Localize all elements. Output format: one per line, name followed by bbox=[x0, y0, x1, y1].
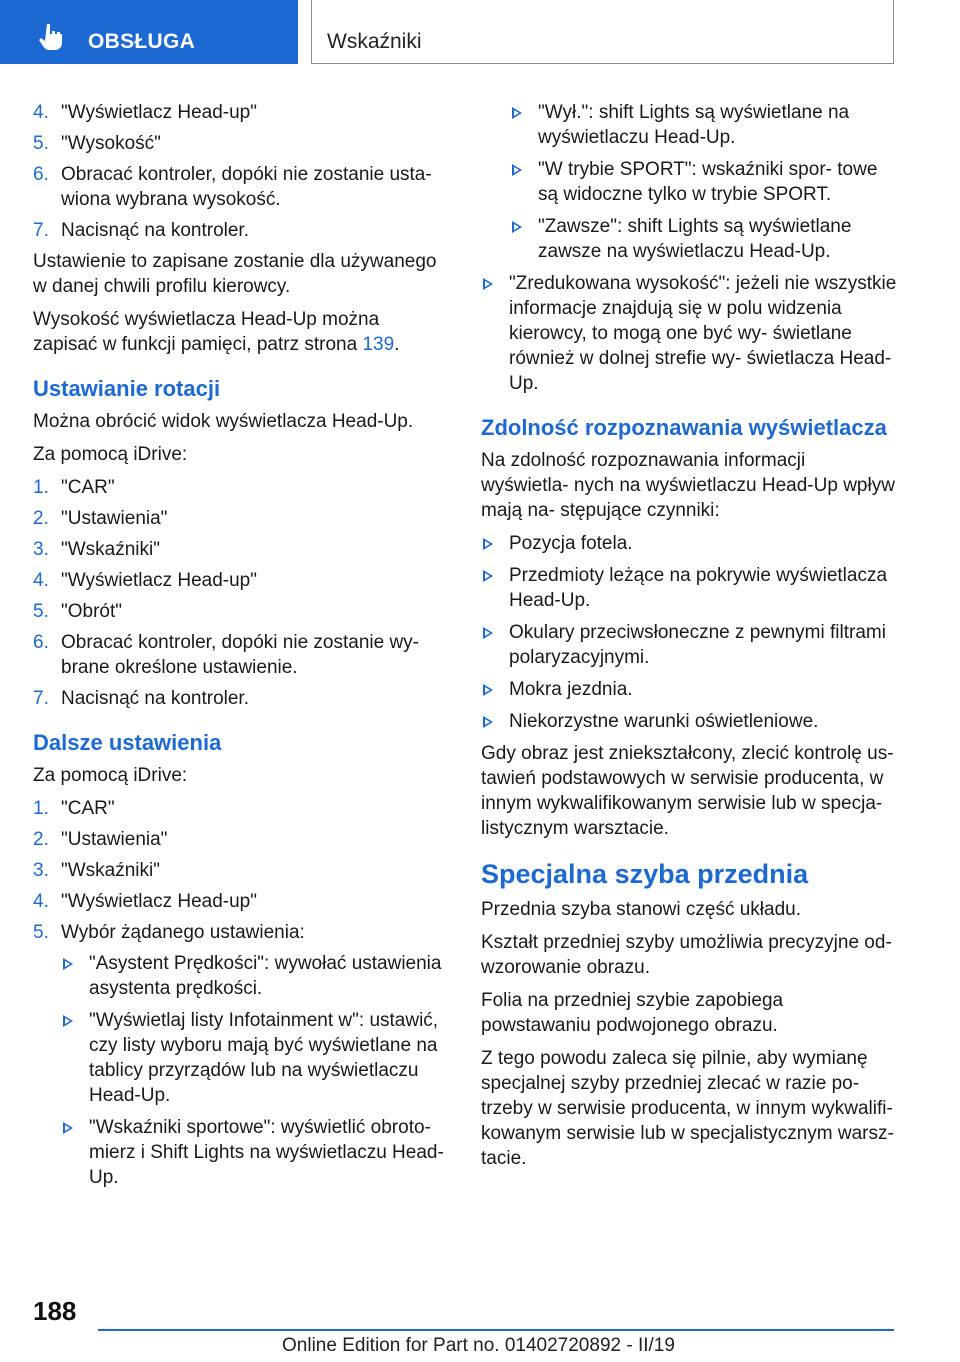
list-item: 2. "Ustawienia" bbox=[33, 508, 168, 529]
bullet-item: "Wył.": shift Lights są wyświetlane na wyświetlaczu Head-Up. bbox=[510, 100, 897, 150]
bullet-triangle-icon bbox=[483, 570, 493, 582]
bullet-triangle-icon bbox=[483, 538, 493, 550]
list-item: 5. "Wysokość" bbox=[33, 133, 161, 154]
list-item: 3. "Wskaźniki" bbox=[33, 860, 160, 881]
bullet-triangle-icon bbox=[483, 278, 493, 290]
heading-windshield: Specjalna szyba przednia bbox=[481, 859, 809, 889]
paragraph: Można obrócić widok wyświetlacza Head-Up. bbox=[33, 411, 414, 432]
chapter-label: Wskaźniki bbox=[327, 30, 422, 53]
paragraph: Folia na przedniej szybie zapobiega powstawaniu podwojonego obrazu. bbox=[481, 990, 784, 1036]
paragraph: Za pomocą iDrive: bbox=[33, 765, 188, 786]
bullet-item: "Asystent Prędkości": wywołać ustawienia asystenta prędkości. bbox=[61, 951, 448, 1001]
edition-footer: Online Edition for Part no. 01402720892 - II/19 bbox=[282, 1335, 675, 1356]
bullet-triangle-icon bbox=[63, 958, 73, 970]
bullet-triangle-icon bbox=[512, 221, 522, 233]
paragraph-memory: Wysokość wyświetlacza Head-Up można zapisać w funkcji pamięci, patrz strona 139. bbox=[33, 309, 400, 355]
bullet-triangle-icon bbox=[483, 716, 493, 728]
bullet-item: "Zawsze": shift Lights są wyświetlane zawsze na wyświetlaczu Head-Up. bbox=[510, 214, 897, 264]
list-item: 2. "Ustawienia" bbox=[33, 829, 168, 850]
bullet-triangle-icon bbox=[63, 1015, 73, 1027]
bullet-item: Pozycja fotela. bbox=[481, 531, 897, 556]
list-item: 1. "CAR" bbox=[33, 477, 115, 498]
list-item: 6. Obracać kontroler, dopóki nie zostanie wy- brane określone ustawienie. bbox=[33, 632, 420, 678]
bullet-triangle-icon bbox=[63, 1122, 73, 1134]
page-number: 188 bbox=[33, 1296, 77, 1326]
footer-divider bbox=[98, 1329, 894, 1331]
bullet-item: "W trybie SPORT": wskaźniki spor- towe są widoczne tylko w trybie SPORT. bbox=[510, 157, 897, 207]
list-item: 5. "Obrót" bbox=[33, 601, 123, 622]
bullet-item: Mokra jezdnia. bbox=[481, 677, 897, 702]
list-item: 4. "Wyświetlacz Head-up" bbox=[33, 570, 257, 591]
bullet-item: "Wskaźniki sportowe": wyświetlić obroto- mierz i Shift Lights na wyświetlaczu Head- Up. bbox=[61, 1115, 448, 1190]
paragraph: Za pomocą iDrive: bbox=[33, 444, 188, 465]
bullet-item: "Zredukowana wysokość": jeżeli nie wszystkie informacje znajdują się w polu widzenia kierowcy, to mogą one być wy- świetlane również w dolnej strefie wy- świetlacza Head-Up. bbox=[481, 271, 897, 396]
section-label: OBSŁUGA bbox=[88, 30, 196, 53]
bullet-item: "Wyświetlaj listy Infotainment w": ustawić, czy listy wyboru mają być wyświetlane na tablicy przyrządów lub na wyświetlaczu Head-Up. bbox=[61, 1008, 448, 1108]
bullet-item: Okulary przeciwsłoneczne z pewnymi filtrami polaryzacyjnymi. bbox=[481, 620, 897, 670]
list-item: 1. "CAR" bbox=[33, 798, 115, 819]
paragraph: Przednia szyba stanowi część układu. bbox=[481, 899, 801, 920]
list-item: 3. "Wskaźniki" bbox=[33, 539, 160, 560]
heading-rotation: Ustawianie rotacji bbox=[33, 376, 221, 401]
bullet-triangle-icon bbox=[483, 684, 493, 696]
list-item: 7. Nacisnąć na kontroler. bbox=[33, 220, 249, 241]
hand-pointer-icon bbox=[38, 22, 64, 50]
section-tab bbox=[0, 0, 298, 64]
paragraph: Ustawienie to zapisane zostanie dla używanego w danej chwili profilu kierowcy. bbox=[33, 251, 437, 297]
left-column bbox=[33, 100, 448, 1197]
bullet-triangle-icon bbox=[512, 164, 522, 176]
heading-more-settings: Dalsze ustawienia bbox=[33, 730, 222, 755]
bullet-triangle-icon bbox=[483, 627, 493, 639]
chapter-tab bbox=[311, 0, 894, 64]
list-item: 7. Nacisnąć na kontroler. bbox=[33, 688, 249, 709]
list-item: 6. Obracać kontroler, dopóki nie zostanie usta- wiona wybrana wysokość. bbox=[33, 164, 432, 210]
heading-legibility: Zdolność rozpoznawania wyświetlacza bbox=[481, 415, 887, 440]
paragraph: Z tego powodu zaleca się pilnie, aby wymianę specjalnej szyby przedniej zlecać w razie po- trzeby w serwisie producenta, w innym wykwalifi- kowanym serwisie lub w specjalistycznym warsz- tacie. bbox=[481, 1048, 894, 1169]
right-column bbox=[481, 100, 897, 1179]
page-link[interactable]: 139 bbox=[362, 334, 395, 355]
bullet-item: Przedmioty leżące na pokrywie wyświetlacza Head-Up. bbox=[481, 563, 897, 613]
bullet-triangle-icon bbox=[512, 107, 522, 119]
list-item: 4. "Wyświetlacz Head-up" bbox=[33, 102, 257, 123]
list-item: 5. Wybór żądanego ustawienia: bbox=[33, 922, 305, 943]
list-item: 4. "Wyświetlacz Head-up" bbox=[33, 891, 257, 912]
paragraph: Kształt przedniej szyby umożliwia precyzyjne od- wzorowanie obrazu. bbox=[481, 932, 892, 978]
paragraph: Na zdolność rozpoznawania informacji wyświetla- nych na wyświetlaczu Head-Up wpływ mają na- stępujące czynniki: bbox=[481, 450, 895, 521]
bullet-item: Niekorzystne warunki oświetleniowe. bbox=[481, 709, 897, 734]
paragraph: Gdy obraz jest zniekształcony, zlecić kontrolę us- tawień podstawowych w serwisie producenta, w innym wykwalifikowanym serwisie lub w specja- listycznym warsztacie. bbox=[481, 743, 894, 839]
